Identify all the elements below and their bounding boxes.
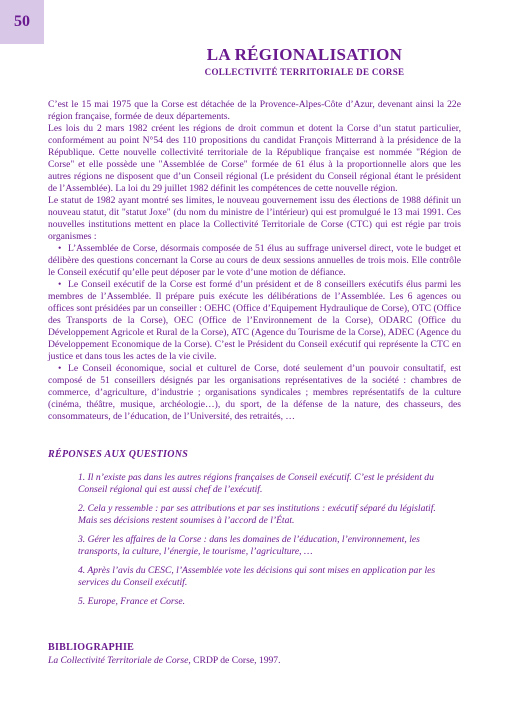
paragraph: C’est le 15 mai 1975 que la Corse est détachée de la Provence-Alpes-Côte d’Azur, devenant ainsi la 22e région française, formée de deux départements. — [48, 99, 461, 122]
list-item-text: Le Conseil exécutif de la Corse est formé d’un président et de 8 conseillers exécutifs élus parmi les membres de l’Assemblée. Il prépare puis exécute les délibérations de l’Assemblée. Les 6 agences ou offices sont présidées par un conseiller : OEHC (Office d’Equipement Hydraulique de Corse), OTC (Office des Transports de la Corse), OEC (Office de l’Environnement de la Corse), ODARC (Office du Développement Agricole et Rural de la Corse), ATC (Agence du Tourisme de la Corse), ADEC (Agence du Développement Economique de la Corse). C’est le Président du Conseil exécutif qui représente la CTC en justice et dans tous les actes de la vie civile. — [48, 279, 461, 362]
answer-item: 3. Gérer les affaires de la Corse : dans les domaines de l’éducation, l’environnement, les transports, la culture, l’énergie, le tourisme, l’agriculture, … — [78, 534, 420, 557]
bullet-icon: • — [58, 279, 62, 290]
list-item — [48, 243, 461, 279]
list-item — [48, 279, 461, 363]
list-item-text: Le Conseil économique, social et culturel de Corse, doté seulement d’un pouvoir consultatif, est composé de 51 conseillers désignés par les organisations représentatives de la société : chambres de commerce, d’agriculture, d’industrie ; organisations syndicales ; membres représentatifs de la culture (cinéma, théâtre, musique, archéologie…), du sport, de la défense de la nature, des chasseurs, des consommateurs, de l’éducation, de l’Université, des retraités, … — [48, 363, 461, 422]
title-block — [0, 45, 509, 77]
answer-item: 2. Cela y ressemble : par ses attributions et par ses institutions : exécutif séparé du législatif. Mais ses décisions restent soumises à l’accord de l’État. — [78, 503, 436, 526]
page-title: LA RÉGIONALISATION — [206, 45, 403, 64]
organisms-list — [48, 243, 461, 423]
paragraph: Les lois du 2 mars 1982 créent les régions de droit commun et dotent la Corse d’un statut particulier, conformément au point N°54 des 110 propositions du candidat François Mitterrand à la présidence de la République. Cette nouvelle collectivité territoriale de la République française est nommée "Région de Corse" et elle possède une "Assemblée de Corse" formée de 61 élus à la proportionnelle alors que les autres régions ne disposent que d’un Conseil régional (Le président du Conseil régional étant le président de l’Assemblée). La loi du 29 juillet 1982 définit les compétences de cette nouvelle région. — [48, 123, 461, 194]
page-number: 50 — [0, 0, 44, 44]
page-subtitle: COLLECTIVITÉ TERRITORIALE DE CORSE — [204, 67, 405, 77]
bibliography-title: La Collectivité Territoriale de Corse — [48, 655, 189, 666]
list-item-text: L’Assemblée de Corse, désormais composée de 51 élus au suffrage universel direct, vote le budget et délibère des questions concernant la Corse au cours de deux sessions annuelles de trois mois. Elle contrôle le Conseil exécutif qu’elle peut déposer par le vote d’une motion de défiance. — [48, 243, 461, 278]
answer-item: 1. Il n’existe pas dans les autres régions françaises de Conseil exécutif. C’est le président du Conseil régional qui est aussi chef de l’exécutif. — [78, 472, 434, 495]
answer-item: 4. Après l’avis du CESC, l’Assemblée vote les décisions qui sont mises en application par les services du Conseil exécutif. — [78, 565, 436, 588]
bibliography-details: , CRDP de Corse, 1997. — [188, 655, 281, 666]
answers-heading: RÉPONSES AUX QUESTIONS — [48, 449, 189, 460]
answer-item: 5. Europe, France et Corse. — [78, 596, 186, 607]
list-item — [48, 363, 461, 423]
bibliography-heading: BIBLIOGRAPHIE — [48, 642, 135, 653]
bullet-icon: • — [58, 363, 62, 374]
paragraph: Le statut de 1982 ayant montré ses limites, le nouveau gouvernement issu des élections de 1988 définit un nouveau statut, dit "statut Joxe" (du nom du ministre de l’intérieur) qui est promulgué le 13 mai 1991. Ces nouvelles institutions mettent en place la Collectivité Territoriale de Corse (CTC) qui est régie par trois organismes : — [48, 195, 461, 242]
bullet-icon: • — [58, 243, 62, 254]
body-text — [48, 99, 461, 423]
answers-list — [78, 472, 450, 616]
bibliography-entry — [48, 655, 280, 666]
